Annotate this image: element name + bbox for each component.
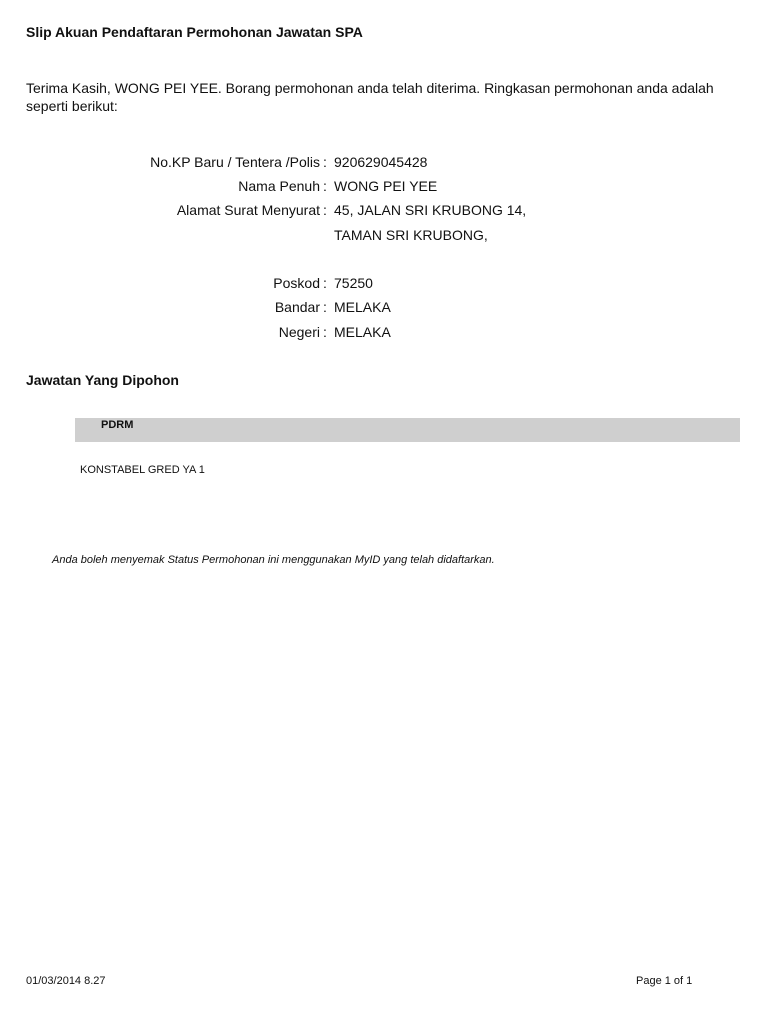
detail-colon: :	[323, 324, 327, 340]
detail-value: MELAKA	[334, 299, 391, 315]
detail-label: Nama Penuh	[238, 178, 320, 194]
position-name: KONSTABEL GRED YA 1	[80, 464, 205, 476]
detail-row-full-name	[0, 174, 768, 198]
footer-date: 01/03/2014 8.27	[26, 975, 106, 987]
detail-colon: :	[323, 178, 327, 194]
detail-row-city	[0, 295, 768, 319]
detail-value: WONG PEI YEE	[334, 178, 438, 194]
detail-value: MELAKA	[334, 324, 391, 340]
detail-value: TAMAN SRI KRUBONG,	[334, 227, 488, 243]
detail-colon: :	[323, 202, 327, 218]
intro-text: Terima Kasih, WONG PEI YEE. Borang permohonan anda telah diterima. Ringkasan permohonan anda adalah seperti berikut:	[26, 80, 714, 114]
detail-colon: :	[323, 154, 327, 170]
detail-label: Alamat Surat Menyurat	[176, 202, 320, 218]
detail-label: Poskod	[273, 275, 320, 291]
agency-label: PDRM	[101, 419, 134, 431]
status-note: Anda boleh menyemak Status Permohonan ini menggunakan MyID yang telah didaftarkan.	[52, 554, 495, 566]
detail-value: 920629045428	[334, 154, 428, 170]
detail-row-postcode	[0, 271, 768, 295]
detail-value: 75250	[334, 275, 373, 291]
footer-page-number: Page 1 of 1	[636, 975, 693, 987]
detail-label: Negeri	[278, 324, 320, 340]
detail-row-address	[0, 198, 768, 222]
detail-row-state	[0, 320, 768, 344]
section-title: Jawatan Yang Dipohon	[26, 372, 179, 388]
detail-row-ic-number	[0, 150, 768, 174]
detail-row-address-line-2	[0, 223, 768, 247]
detail-value: 45, JALAN SRI KRUBONG 14,	[334, 202, 527, 218]
detail-label: Bandar	[274, 299, 320, 315]
detail-colon: :	[323, 299, 327, 315]
agency-header-bar	[75, 418, 740, 442]
detail-colon: :	[323, 275, 327, 291]
detail-label: No.KP Baru / Tentera /Polis	[150, 154, 320, 170]
page-title: Slip Akuan Pendaftaran Permohonan Jawatan SPA	[26, 24, 363, 40]
